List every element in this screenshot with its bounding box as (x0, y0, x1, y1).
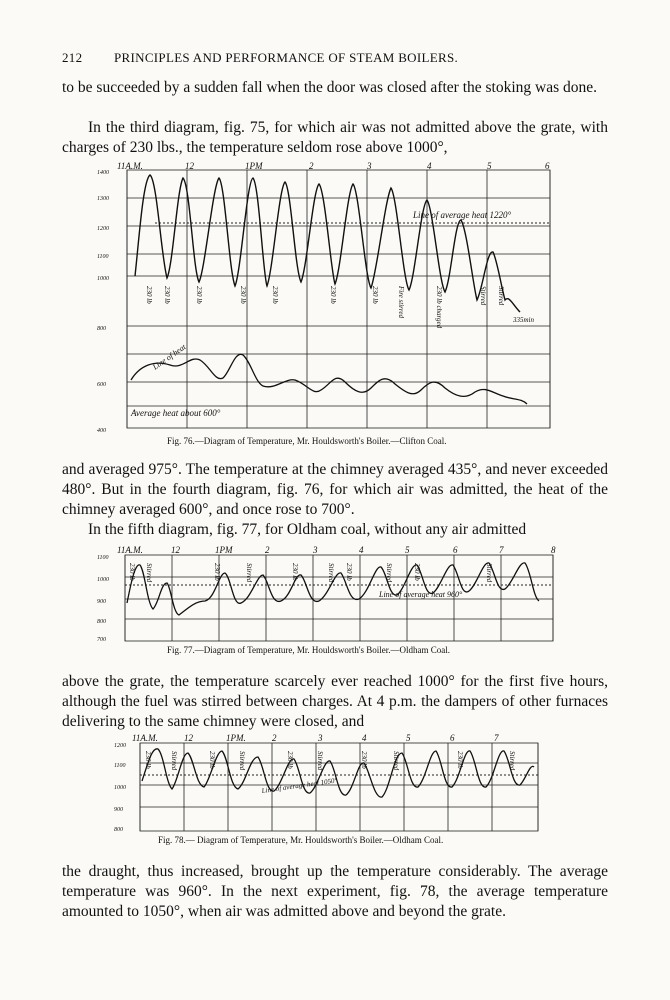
charge-label: Stirred (497, 286, 505, 306)
paragraph-1: to be succeeded by a sudden fall when the door was closed after the stoking was done. (62, 79, 598, 96)
annotation: Line of heat (150, 342, 188, 372)
y-axis-label: 1300 (97, 196, 109, 202)
charge-label: Stirred (238, 751, 246, 771)
charge-label: Stirred (245, 563, 253, 583)
y-axis-label: 900 (114, 807, 123, 813)
figure-77-caption: Fig. 77.—Diagram of Temperature, Mr. Houldsworth's Boiler.—Oldham Coal. (167, 645, 451, 655)
time-label: 3 (367, 161, 372, 171)
time-label: 6 (545, 161, 550, 171)
time-label: 11A.M. (132, 733, 158, 743)
charge-label: 230 lb (128, 563, 136, 581)
time-label: 2 (309, 161, 314, 171)
time-label: 12 (184, 733, 193, 743)
time-label: 1PM (215, 545, 233, 555)
charge-label: Stirred (508, 751, 516, 771)
charge-label: 230 lb (195, 286, 203, 304)
y-axis-label: 800 (97, 619, 106, 625)
figure-76-caption: Fig. 76.—Diagram of Temperature, Mr. Houldsworth's Boiler.—Clifton Coal. (167, 436, 447, 446)
y-axis-label: 1100 (114, 763, 126, 769)
time-label: 3 (318, 733, 323, 743)
time-label: 1PM (245, 161, 263, 171)
y-axis-label: 1200 (97, 226, 109, 232)
charge-label: 230 lb (329, 286, 337, 304)
charge-label: 230 lb (213, 563, 221, 581)
annotation: 335min (513, 316, 534, 324)
time-label: 5 (487, 161, 492, 171)
paragraph-6: the draught, thus increased, brought up the temperature considerably. The average temperature was 960°. In the next experiment, fig. 78, the average temperature amounted to 1050°, when air was admitted above and beyond the grate. (62, 863, 608, 920)
running-title: PRINCIPLES AND PERFORMANCE OF STEAM BOILERS. (114, 50, 459, 65)
time-label: 1PM. (226, 733, 246, 743)
y-axis-label: 700 (97, 637, 106, 643)
time-label: 6 (450, 733, 455, 743)
y-axis-label: 800 (97, 326, 106, 332)
y-axis-label: 1400 (97, 170, 109, 176)
y-axis-label: 1200 (114, 743, 126, 749)
time-label: 8 (551, 545, 556, 555)
annotation: Line of average heat 960° (379, 590, 463, 599)
y-axis-label: 800 (114, 827, 123, 833)
y-axis-label: 600 (97, 382, 106, 388)
charge-label: 230 lb (163, 286, 171, 304)
y-axis-label: 1100 (97, 254, 109, 260)
time-label: 11A.M. (117, 161, 143, 171)
charge-label: 230 lb (291, 563, 299, 581)
figure-76 (95, 160, 565, 455)
time-label: 2 (265, 545, 270, 555)
y-axis-label: 1000 (97, 577, 109, 583)
paragraph-2: In the third diagram, fig. 75, for which air was not admitted above the grate, with charges of 230 lbs., the temperature seldom rose above 1000°, (62, 119, 608, 156)
time-label: 12 (171, 545, 180, 555)
y-axis-label: 400 (97, 428, 106, 434)
time-label: 12 (185, 161, 194, 171)
charge-label: 230 lb (239, 286, 247, 304)
charge-label: Stirred (327, 563, 335, 583)
charge-label: 230 lb (345, 563, 353, 581)
time-label: 7 (499, 545, 504, 555)
time-label: 7 (494, 733, 499, 743)
charge-label: Stirred (316, 751, 324, 771)
annotation: Average heat about 600° (131, 408, 221, 418)
charge-label: 230 lb (413, 563, 421, 581)
annotation: Line of average heat 1050° (261, 776, 338, 795)
charge-label: 230 lb (208, 751, 216, 769)
charge-label: 230 lb charged (435, 286, 443, 329)
charge-label: 230 lb (286, 751, 294, 769)
y-axis-label: 1000 (114, 785, 126, 791)
time-label: 3 (313, 545, 318, 555)
time-label: 5 (405, 545, 410, 555)
time-label: 6 (453, 545, 458, 555)
y-axis-label: 1000 (97, 276, 109, 282)
time-label: 4 (427, 161, 432, 171)
charge-label: 230 lb (456, 751, 464, 769)
charge-label: Stirred (145, 563, 153, 583)
charge-label: Fire stirred (397, 286, 405, 318)
running-header (62, 50, 610, 70)
figure-76-diagram (95, 160, 565, 455)
paragraph-3: and averaged 975°. The temperature at the chimney averaged 435°, and never exceeded 480°. But in the fourth diagram, fig. 76, for which air was admitted, the heat of the chimney averaged 600°, and once rose to 700°. (62, 461, 608, 518)
time-label: 2 (272, 733, 277, 743)
time-label: 5 (406, 733, 411, 743)
time-label: 11A.M. (117, 545, 143, 555)
charge-label: 230 lb (360, 751, 368, 769)
charge-label: Stirred (170, 751, 178, 771)
charge-label: Stirred (392, 751, 400, 771)
y-axis-label: 1100 (97, 555, 109, 561)
page-number: 212 (62, 50, 83, 65)
figure-77 (95, 543, 565, 663)
charge-label: 230 lb (371, 286, 379, 304)
charge-label: 230 lb (144, 751, 152, 769)
time-label: 4 (359, 545, 364, 555)
charge-label: Stirred (479, 286, 487, 306)
paragraph-4: In the fifth diagram, fig. 77, for Oldham coal, without any air admitted (88, 521, 527, 538)
figure-78-caption: Fig. 78.— Diagram of Temperature, Mr. Houldsworth's Boiler.—Oldham Coal. (158, 835, 444, 845)
paragraph-5: above the grate, the temperature scarcely ever reached 1000° for the first five hours, although the fuel was stirred between charges. At 4 p.m. the dampers of other furnaces delivering to the same chimney were closed, and (62, 673, 608, 730)
y-axis-label: 900 (97, 599, 106, 605)
charge-label: Stirred (385, 563, 393, 583)
figure-78 (112, 733, 552, 853)
annotation: Line of average heat 1220° (413, 210, 512, 220)
charge-label: 230 lb (271, 286, 279, 304)
time-label: 4 (362, 733, 367, 743)
charge-label: 230 lb (145, 286, 153, 304)
charge-label: Stirred (485, 563, 493, 583)
